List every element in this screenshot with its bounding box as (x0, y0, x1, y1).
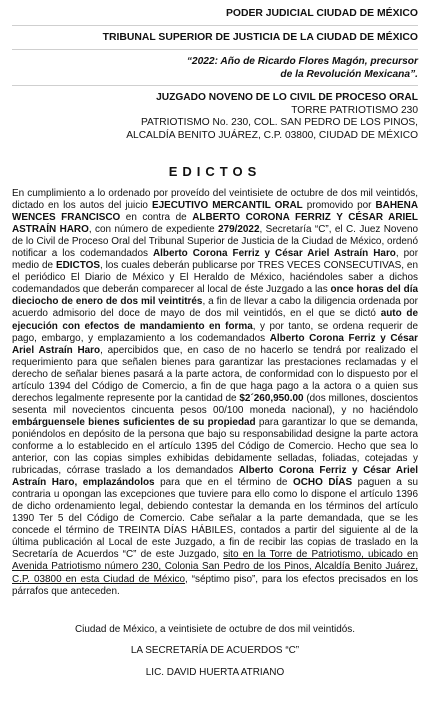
body-text: , y por tanto, se ordena requerir de pago, embargo, y emplazamiento a los codemandados (12, 320, 418, 344)
edict-body (12, 188, 418, 598)
closing-signer: LIC. DAVID HUERTA ATRIANO (145, 666, 285, 678)
closing-block (12, 624, 418, 679)
court-block (12, 92, 418, 142)
divider (12, 85, 418, 86)
body-text: paguen a su contraria u opongan las excepciones que tuviere para ello como lo dispone el artículo 1396 de dicho ordenamiento legal, debiendo contestar la demanda en los términos del artículo 1390 Ter 5 del Código de Comercio. Cabe señalar a la parte demandada, que se les concede el término de TREINTA DÍAS HÁBILES, contados a partir del siguiente al de la última publicación al Local de este Juzgado, a fin de recibir las copias de traslado en la Secretaría de Acuerdos “C” de este Juzgado, (12, 477, 418, 561)
body-text: (dos millones, doscientos sesenta mil novecientos cincuenta pesos 00/100 moneda nacional), y no haciéndolo (12, 392, 418, 416)
body-text: para garantizar lo que se demanda, poniéndolos en depósito de la persona que bajo su responsabilidad designe la parte actora conforme a lo establecido en el artículo 1395 del Código de Comercio. Hecho que sea lo anterior, con las copias simples exhibidas debidamente selladas, foliadas, cotejadas y rubricadas, córrase traslado a los demandados (12, 416, 418, 477)
body-bold: $2´260,950.00 (239, 392, 304, 404)
body-text: , “séptimo piso”, para los efectos precisados en los párrafos que anteceden. (12, 573, 418, 597)
body-bold: Alberto Corona Ferriz y César Ariel Astraín Haro, emplazándolos (12, 465, 418, 489)
body-text: , por medio de (12, 248, 419, 272)
body-bold: EDICTOS (55, 260, 100, 272)
body-bold: once horas del día dieciocho de enero de dos mil veintitrés (12, 284, 419, 308)
body-text: para que en el término de (154, 477, 293, 489)
divider (12, 25, 418, 26)
document-title: EDICTOS (168, 164, 262, 179)
motto-line-1: “2022: Año de Ricardo Flores Magón, precursor (186, 56, 418, 67)
body-bold: ALBERTO CORONA FERRIZ Y CÉSAR ARIEL ASTRAÍN HARO (12, 212, 418, 236)
court-name: JUZGADO NOVENO DE LO CIVIL DE PROCESO ORAL (156, 92, 418, 103)
body-underlined-address: sito en la Torre de Patriotismo, ubicado en Avenida Patriotismo número 230, Colonia San Pedro de los Pinos, Alcaldía Benito Juárez, C.P. 03800 en esta Ciudad de México (12, 549, 419, 585)
body-bold: OCHO DÍAS (292, 477, 353, 489)
tribunal-name: TRIBUNAL SUPERIOR DE JUSTICIA DE LA CIUDAD DE MÉXICO (102, 32, 418, 43)
body-bold: embárguensele bienes suficientes de su propiedad (12, 416, 256, 428)
body-text: , Secretaría “C”, el C. Juez Noveno de lo Civil de Proceso Oral del Tribunal Superior de Justicia de la Ciudad de México, ordenó notificar a los codemandados (12, 224, 418, 260)
court-address-1: TORRE PATRIOTISMO 230 (291, 104, 418, 116)
body-text: En cumplimiento a lo ordenado por proveído del veintisiete de octubre de dos mil veintidós, dictado en los autos del juicio (12, 188, 418, 212)
body-bold: Alberto Corona Ferriz y César Ariel Astraín Haro (152, 248, 396, 260)
body-text: , a fin de llevar a cabo la diligencia ordenada por acuerdo admisorio del doce de mayo de dos mil veintidós, en el que se dictó (12, 296, 418, 320)
closing-date: Ciudad de México, a veintisiete de octubre de dos mil veintidós. (74, 623, 356, 635)
body-text: , los cuales deberán publicarse por TRES VECES CONSECUTIVAS, en el periódico El Diario de México y El Heraldo de México, haciéndoles saber a dichos codemandados que deberán comparecer al local de éste Juzgado a las (12, 260, 418, 296)
court-address-2: PATRIOTISMO No. 230, COL. SAN PEDRO DE LOS PINOS, (140, 117, 418, 128)
court-address-3: ALCALDÍA BENITO JUÁREZ, C.P. 03800, CIUDAD DE MÉXICO (126, 129, 418, 141)
body-bold: 279/2022 (218, 224, 260, 236)
judiciary-name: PODER JUDICIAL CIUDAD DE MÉXICO (225, 8, 418, 19)
body-text: , con número de expediente (88, 224, 219, 236)
body-bold: Alberto Corona Ferriz y César Ariel Astraín Haro (12, 332, 418, 356)
body-bold: auto de ejecución con efectos de mandamiento en forma (12, 308, 418, 332)
body-bold: EJECUTIVO MERCANTIL ORAL (151, 200, 303, 212)
body-text: en contra de (120, 212, 193, 224)
year-motto (12, 56, 418, 81)
divider (12, 49, 418, 50)
body-bold: BAHENA WENCES FRANCISCO (12, 200, 418, 224)
body-text: promovido por (302, 200, 376, 212)
motto-line-2: de la Revolución Mexicana”. (280, 68, 418, 80)
closing-office: LA SECRETARÍA DE ACUERDOS “C” (130, 644, 300, 656)
body-text: , apercibidos que, en caso de no hacerlo se tendrá por realizado el requerimiento para que señalen bienes para garantizar las prestaciones reclamadas y el derecho de señalar bienes pasará a la parte actora, de conformidad con lo dispuesto por el artículo 1394 del Código de Comercio, a fin de que haga pago a la actora o a quien sus derechos legalmente represente por la cantidad de (12, 344, 418, 404)
